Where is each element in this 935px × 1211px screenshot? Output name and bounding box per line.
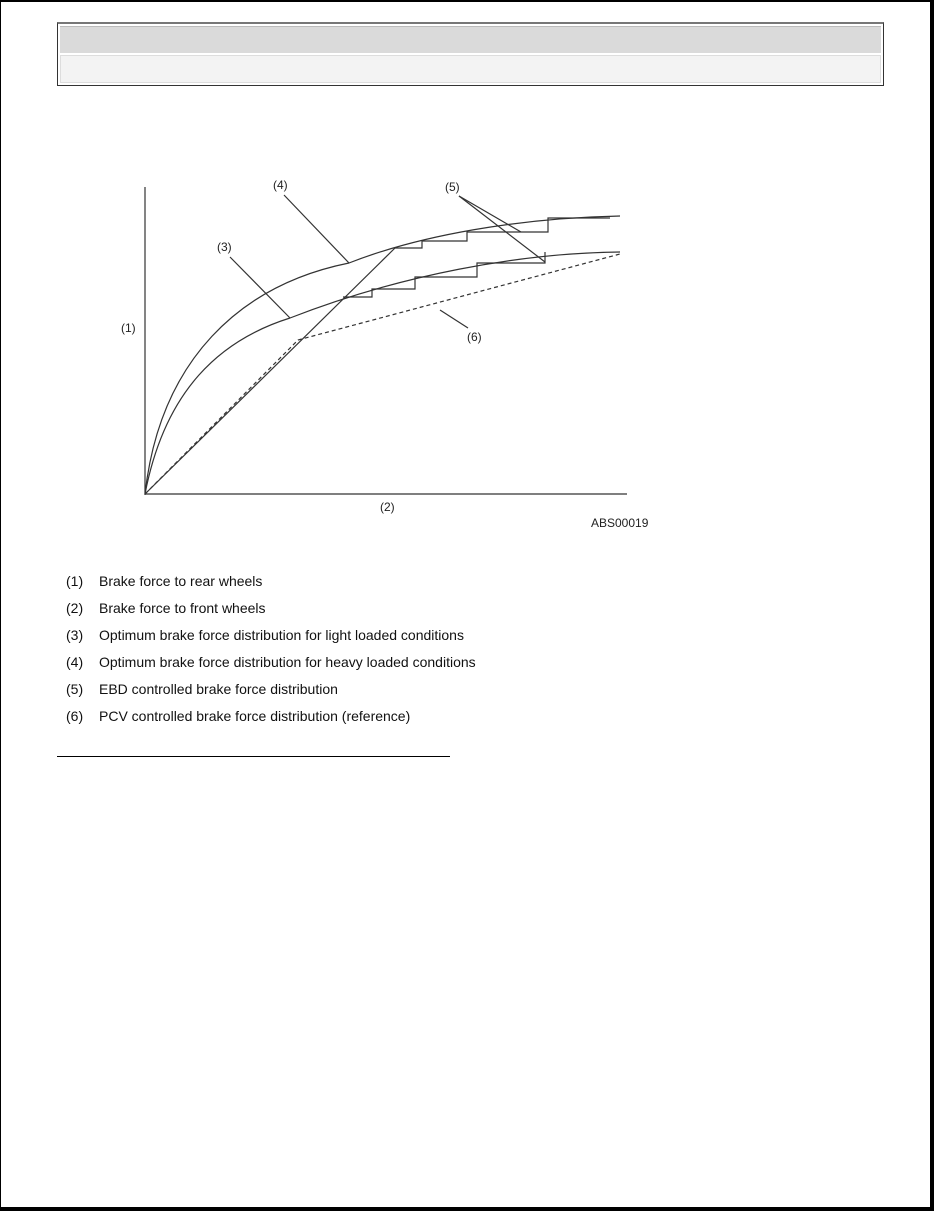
legend-item [66,599,476,626]
legend-item [66,653,476,680]
leader-3 [230,257,290,318]
legend-text: Brake force to front wheels [99,600,266,616]
legend-text: PCV controlled brake force distribution (reference) [99,708,411,724]
legend-text: Brake force to rear wheels [99,573,263,589]
section-divider [57,756,450,757]
leader-4 [284,195,349,263]
legend-text: Optimum brake force distribution for light loaded conditions [99,627,464,643]
legend-text: Optimum brake force distribution for heavy loaded conditions [99,654,476,670]
curve-light-load [145,252,620,494]
label-1: (1) [121,321,136,335]
pcv-line [145,254,620,494]
legend [66,572,476,734]
legend-num: (1) [66,573,84,589]
figure-id: ABS00019 [591,516,649,530]
legend-item [66,626,476,653]
legend-item [66,680,476,707]
leader-6 [440,310,468,328]
label-4: (4) [273,178,288,192]
legend-text: EBD controlled brake force distribution [99,681,338,697]
legend-num: (4) [66,654,84,670]
legend-num: (3) [66,627,84,643]
legend-num: (2) [66,600,84,616]
brake-force-diagram [0,0,935,560]
legend-item [66,707,476,734]
legend-num: (5) [66,681,84,697]
legend-num: (6) [66,708,84,724]
label-5: (5) [445,180,460,194]
legend-item [66,572,476,599]
label-3: (3) [217,240,232,254]
curve-heavy-load [145,216,620,494]
label-6: (6) [467,330,482,344]
label-2: (2) [380,500,395,514]
ebd-steps-upper [395,218,610,248]
leader-5b [459,196,545,262]
